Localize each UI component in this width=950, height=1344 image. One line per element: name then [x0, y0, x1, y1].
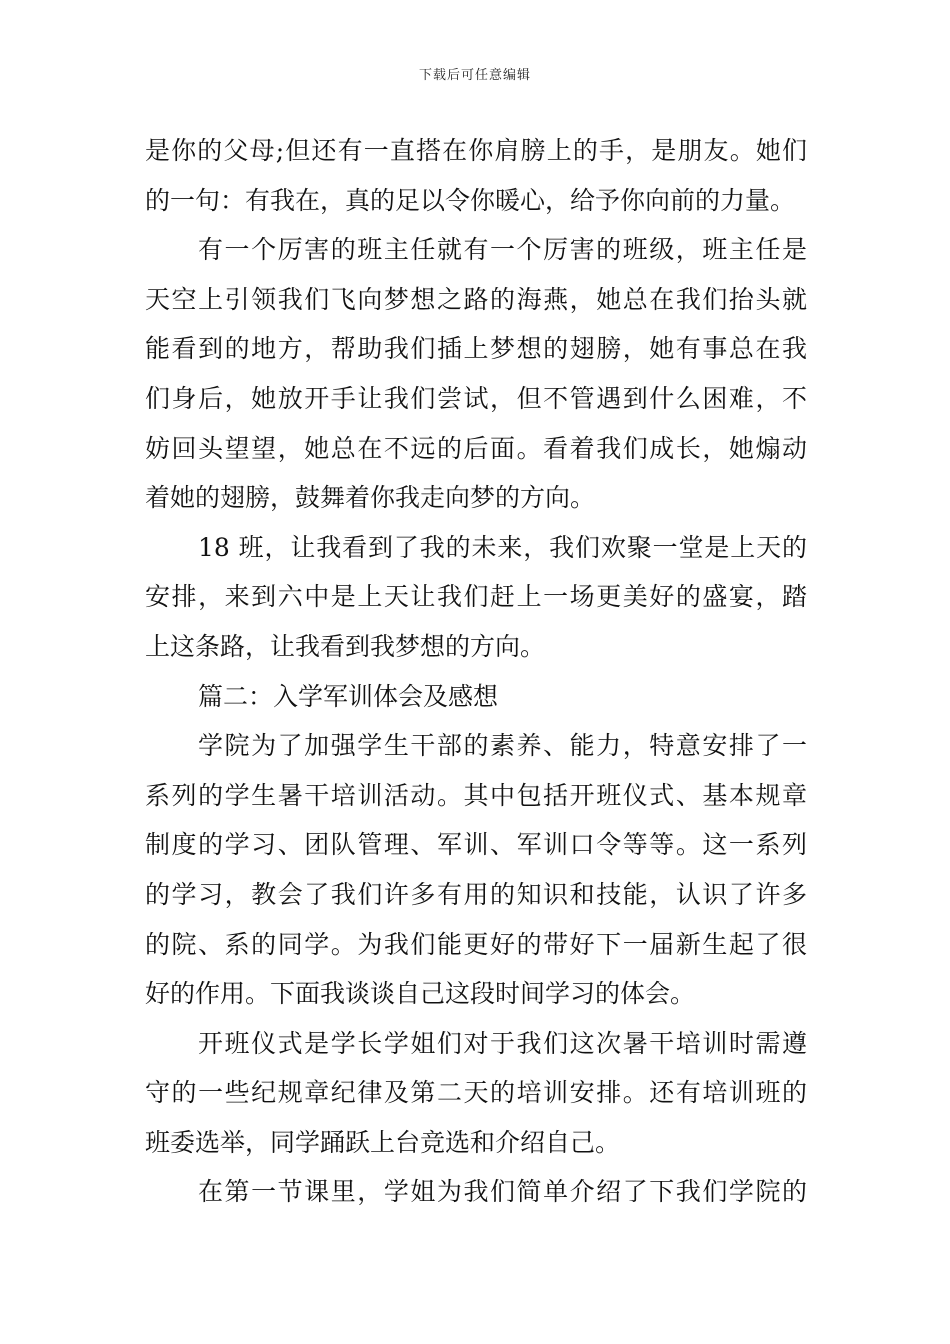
page-header: 下载后可任意编辑: [418, 68, 531, 83]
text-line: 的院、系的同学。为我们能更好的带好下一届新生起了很: [145, 929, 807, 959]
text-line: 们身后，她放开手让我们尝试，但不管遇到什么困难，不: [145, 383, 807, 413]
text-line: 系列的学生暑干培训活动。其中包括开班仪式、基本规章: [145, 780, 807, 810]
paragraph-start-line: 开班仪式是学长学姐们对于我们这次暑干培训时需遵: [198, 1028, 807, 1058]
text-line: 班委选举，同学踊跃上台竞选和介绍自己。: [145, 1127, 621, 1157]
text-line: 天空上引领我们飞向梦想之路的海燕，她总在我们抬头就: [145, 284, 807, 314]
document-body: [145, 126, 807, 1217]
text-line: 好的作用。下面我谈谈自己这段时间学习的体会。: [145, 979, 696, 1009]
section-heading: 篇二：入学军训体会及感想: [198, 681, 499, 711]
text-line: 制度的学习、团队管理、军训、军训口令等等。这一系列: [145, 830, 807, 860]
text-line: 安排，来到六中是上天让我们赶上一场更美好的盛宴，踏: [145, 582, 807, 612]
paragraph-start-line: 在第一节课里，学姐为我们简单介绍了下我们学院的: [198, 1177, 807, 1207]
text-line: 着她的翅膀，鼓舞着你我走向梦的方向。: [145, 483, 596, 513]
text-line: 是你的父母;但还有一直搭在你肩膀上的手，是朋友。她们: [145, 136, 807, 165]
text-line: 守的一些纪规章纪律及第二天的培训安排。还有培训班的: [145, 1078, 807, 1108]
paragraph-start-line: 学院为了加强学生干部的素养、能力，特意安排了一: [198, 731, 807, 761]
paragraph-start-line: 18 班，让我看到了我的未来，我们欢聚一堂是上天的: [198, 532, 807, 562]
text-line: 上这条路，让我看到我梦想的方向。: [145, 631, 546, 661]
paragraph-start-line: 有一个厉害的班主任就有一个厉害的班级，班主任是: [198, 235, 807, 265]
text-line: 的学习，教会了我们许多有用的知识和技能，认识了许多: [145, 879, 807, 909]
text-line: 的一句：有我在，真的足以令你暖心，给予你向前的力量。: [145, 185, 796, 215]
text-line: 妨回头望望，她总在不远的后面。看着我们成长，她煽动: [145, 433, 807, 463]
text-line: 能看到的地方，帮助我们插上梦想的翅膀，她有事总在我: [145, 334, 807, 364]
